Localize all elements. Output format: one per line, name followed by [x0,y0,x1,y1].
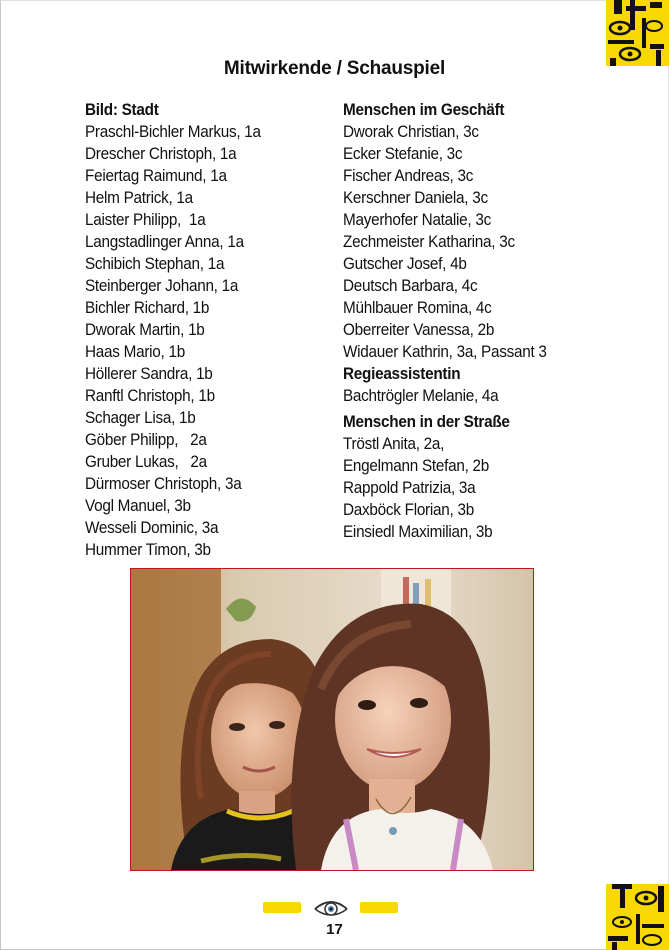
page-footer [0,896,669,946]
cast-name: Rappold Patrizia, 3a [343,478,476,497]
cast-name: Daxböck Florian, 3b [343,500,474,519]
cast-name: Helm Patrick, 1a [85,188,193,207]
cast-name: Bichler Richard, 1b [85,298,210,317]
cast-name: Schager Lisa, 1b [85,408,196,427]
section-heading-stadt: Bild: Stadt [85,100,159,119]
page-title: Mitwirkende / Schauspiel [223,58,446,79]
footer-bar-right [360,902,398,913]
cast-name: Fischer Andreas, 3c [343,166,474,185]
cast-photo [130,568,534,871]
cast-name: Wesseli Dominic, 3a [85,518,219,537]
cast-name: Kerschner Daniela, 3c [343,188,488,207]
cast-name: Widauer Kathrin, 3a, Passant 3 [343,342,547,361]
cast-name: Steinberger Johann, 1a [85,276,239,295]
cast-name: Deutsch Barbara, 4c [343,276,478,295]
cast-name: Engelmann Stefan, 2b [343,456,490,475]
cast-name: Langstadlinger Anna, 1a [85,232,244,251]
cast-name: Tröstl Anita, 2a, [343,434,445,453]
cast-name: Bachtrögler Melanie, 4a [343,386,499,405]
page-number: 17 [326,921,343,938]
cast-name: Ecker Stefanie, 3c [343,144,463,163]
cast-name: Göber Philipp, 2a [85,430,207,449]
cast-name: Hummer Timon, 3b [85,540,211,559]
section-heading-regieassistenz: Regieassistentin [343,364,461,383]
cast-column-left [85,99,325,561]
section-heading-geschaeft: Menschen im Geschäft [343,100,505,119]
cast-name: Praschl-Bichler Markus, 1a [85,122,261,141]
cast-name: Feiertag Raimund, 1a [85,166,227,185]
cast-name: Dürmoser Christoph, 3a [85,474,242,493]
footer-bar-left [263,902,301,913]
eye-icon [313,897,349,919]
section-heading-strasse: Menschen in der Straße [343,412,510,431]
cast-name: Zechmeister Katharina, 3c [343,232,515,251]
cast-name: Ranftl Christoph, 1b [85,386,215,405]
cast-name: Gruber Lukas, 2a [85,452,207,471]
cast-name: Dworak Christian, 3c [343,122,479,141]
cast-name: Höllerer Sandra, 1b [85,364,213,383]
cast-name: Laister Philipp, 1a [85,210,206,229]
cast-name: Einsiedl Maximilian, 3b [343,522,493,541]
cast-name: Mühlbauer Romina, 4c [343,298,492,317]
cast-column-right [343,99,633,543]
cast-name: Drescher Christoph, 1a [85,144,237,163]
cast-name: Haas Mario, 1b [85,342,185,361]
cast-name: Schibich Stephan, 1a [85,254,225,273]
cast-name: Vogl Manuel, 3b [85,496,191,515]
corner-decoration-top [606,0,669,66]
cast-name: Mayerhofer Natalie, 3c [343,210,491,229]
cast-name: Gutscher Josef, 4b [343,254,467,273]
cast-name: Oberreiter Vanessa, 2b [343,320,495,339]
cast-name: Dworak Martin, 1b [85,320,205,339]
